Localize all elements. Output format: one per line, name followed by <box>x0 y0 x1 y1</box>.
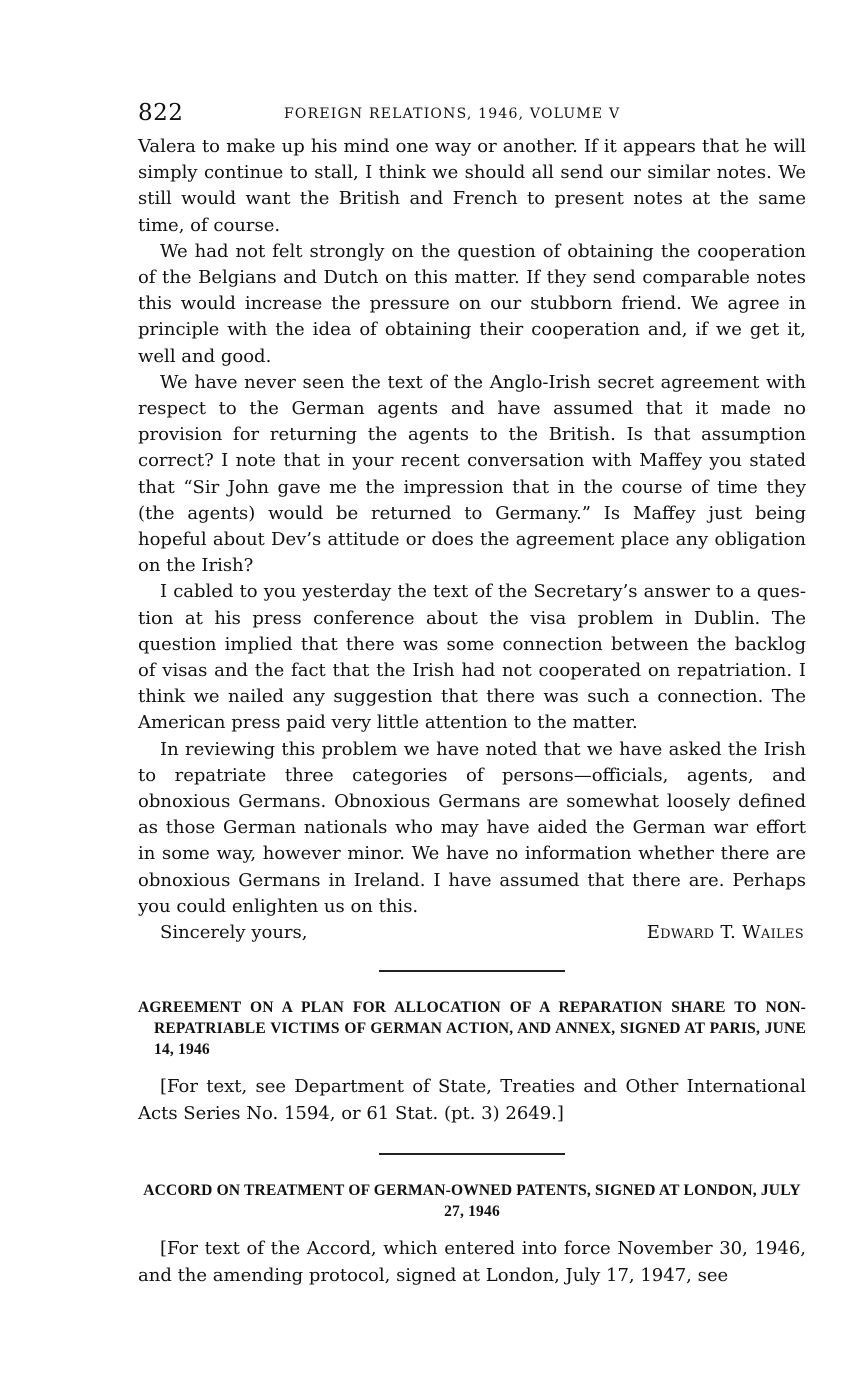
section-divider <box>379 970 565 972</box>
document-page <box>138 100 806 1289</box>
editorial-note: [For text, see Department of State, Treaties and Other International Acts Series No. 1594, or 61 Stat. (pt. 3) 2649.] <box>138 1076 806 1124</box>
section-divider <box>379 1153 565 1155</box>
running-head-title: FOREIGN RELATIONS, 1946, VOLUME V <box>284 106 621 122</box>
section-heading: AGREEMENT ON A PLAN FOR ALLOCATION OF A REPARATION SHARE TO NON-REPATRIABLE VICTIMS OF GERMAN ACTION, AND ANNEX, SIGNED AT PARIS, JUNE 14, 1946 <box>138 999 806 1059</box>
letter-paragraph: We had not felt strongly on the question of obtaining the cooperation of the Belgians and Dutch on this matter. If they send comparable notes this would increase the pressure on our stubborn friend. We agree in principle with the idea of obtaining their cooperation and, if we get it, well and good. <box>138 240 806 367</box>
page-number: 822 <box>138 100 184 126</box>
running-head <box>138 100 806 134</box>
section-heading: ACCORD ON TREATMENT OF GERMAN-OWNED PATENTS, SIGNED AT LONDON, JULY 27, 1946 <box>143 1182 801 1221</box>
letter-paragraph: In reviewing this problem we have noted that we have asked the Irish to repatriate three categories of persons—officials, agents, and obnoxious Germans. Obnoxious Germans are somewhat loosely defined as those German nationals who may have aided the German war effort in some way, however minor. We have no information whether there are obnoxious Germans in Ireland. I have assumed that there are. Perhaps you could enlighten us on this. <box>138 738 806 917</box>
letter-closing <box>138 920 806 948</box>
letter-paragraph: Valera to make up his mind one way or another. If it appears that he will simply continue to stall, I think we should all send our similar notes. We still would want the British and French to present notes at the same time, of course. <box>138 136 806 236</box>
signature: Edward T. Wailes <box>646 922 804 944</box>
letter-paragraph: We have never seen the text of the Anglo-Irish secret agreement with respect to the German agents and have assumed that it made no provision for returning the agents to the British. Is that assumption correct? I note that in your recent conversation with Maffey you stated that “Sir John gave me the impression that in the course of time they (the agents) would be returned to Germany.” Is Maffey just being hopeful about Dev’s attitude or does the agreement place any obligation on the Irish? <box>138 371 806 577</box>
letter-paragraph: I cabled to you yesterday the text of the Secretary’s answer to a question at his press conference about the visa problem in Dublin. The question implied that there was some connection between the backlog of visas and the fact that the Irish had not cooperated on repatriation. I think we nailed any suggestion that there was such a connection. The American press paid very little attention to the matter. <box>138 581 806 734</box>
editorial-note: [For text of the Accord, which entered into force November 30, 1946, and the amending protocol, signed at London, July 17, 1947, see <box>138 1238 806 1286</box>
letter-body <box>138 134 806 948</box>
complimentary-close: Sincerely yours, <box>160 922 308 944</box>
